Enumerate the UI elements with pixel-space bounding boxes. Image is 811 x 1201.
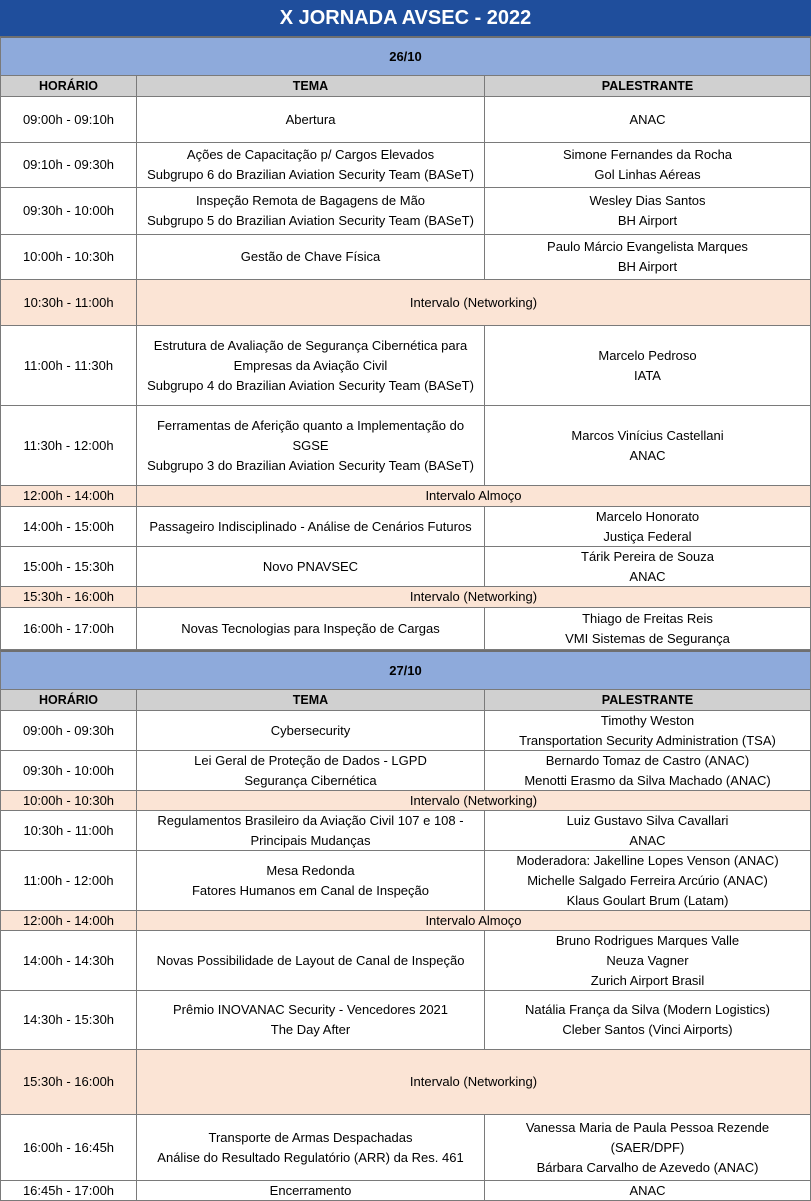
palestrante-cell bbox=[485, 326, 811, 406]
tema-cell-lines bbox=[157, 1128, 463, 1168]
palestrante-cell-lines bbox=[589, 191, 705, 231]
palestrante-cell-lines bbox=[519, 711, 776, 751]
header-tema: TEMA bbox=[137, 690, 485, 711]
palestrante-cell bbox=[485, 97, 811, 143]
time-cell: 15:00h - 15:30h bbox=[0, 547, 137, 587]
time-cell: 14:30h - 15:30h bbox=[0, 991, 137, 1050]
palestrante-cell-line: ANAC bbox=[629, 1182, 666, 1198]
session-row bbox=[0, 406, 811, 486]
time-cell: 09:00h - 09:10h bbox=[0, 97, 137, 143]
tema-cell bbox=[137, 235, 485, 280]
palestrante-cell-line: Justiça Federal bbox=[603, 528, 692, 544]
tema-cell bbox=[137, 711, 485, 751]
break-label: Intervalo (Networking) bbox=[137, 587, 811, 608]
tema-cell-lines bbox=[157, 811, 463, 851]
palestrante-cell-line: Menotti Erasmo da Silva Machado (ANAC) bbox=[524, 772, 771, 788]
tema-cell-lines bbox=[181, 619, 439, 639]
time-cell: 12:00h - 14:00h bbox=[0, 486, 137, 507]
time-cell: 14:00h - 15:00h bbox=[0, 507, 137, 547]
palestrante-cell-line: Natália França da Silva (Modern Logistics) bbox=[525, 1002, 770, 1017]
palestrante-cell bbox=[485, 547, 811, 587]
palestrante-cell-line: Marcelo Honorato bbox=[595, 508, 700, 524]
header-horario: HORÁRIO bbox=[0, 690, 137, 711]
session-row bbox=[0, 143, 811, 188]
tema-cell-line: Prêmio INOVANAC Security - Vencedores 2021 bbox=[172, 1002, 449, 1017]
palestrante-cell bbox=[485, 931, 811, 991]
tema-cell-line: Empresas da Aviação Civil bbox=[233, 357, 388, 373]
tema-cell-line: Gestão de Chave Física bbox=[240, 249, 381, 264]
session-row bbox=[0, 991, 811, 1050]
tema-cell-lines bbox=[192, 861, 429, 901]
palestrante-cell bbox=[485, 507, 811, 547]
tema-cell-lines bbox=[147, 416, 474, 476]
palestrante-cell-line: ANAC bbox=[629, 832, 666, 848]
break-row bbox=[0, 587, 811, 608]
break-label: Intervalo (Networking) bbox=[137, 1050, 811, 1115]
break-label: Intervalo (Networking) bbox=[137, 791, 811, 811]
time-cell: 11:30h - 12:00h bbox=[0, 406, 137, 486]
day-label: 27/10 bbox=[0, 650, 811, 690]
tema-cell-lines bbox=[241, 247, 380, 267]
palestrante-cell-line: BH Airport bbox=[617, 213, 678, 228]
palestrante-cell-line: VMI Sistemas de Segurança bbox=[565, 630, 730, 646]
tema-cell-line: Novo PNAVSEC bbox=[262, 558, 359, 574]
session-row bbox=[0, 711, 811, 751]
session-row bbox=[0, 547, 811, 587]
tema-cell-line: Segurança Cibernética bbox=[244, 772, 377, 788]
palestrante-cell bbox=[485, 851, 811, 911]
time-cell: 16:00h - 17:00h bbox=[0, 608, 137, 650]
session-row bbox=[0, 851, 811, 911]
header-palestrante: PALESTRANTE bbox=[485, 76, 811, 97]
palestrante-cell-lines bbox=[598, 346, 696, 386]
tema-cell-lines bbox=[270, 1181, 352, 1201]
palestrante-cell bbox=[485, 608, 811, 650]
palestrante-cell-line: Neuza Vagner bbox=[606, 952, 689, 968]
palestrante-cell-line: Wesley Dias Santos bbox=[589, 193, 706, 208]
session-row bbox=[0, 507, 811, 547]
break-row bbox=[0, 280, 811, 326]
palestrante-cell-lines bbox=[526, 1118, 769, 1178]
tema-cell-lines bbox=[194, 751, 427, 791]
palestrante-cell bbox=[485, 235, 811, 280]
tema-cell bbox=[137, 851, 485, 911]
tema-cell bbox=[137, 1115, 485, 1181]
tema-cell-lines bbox=[263, 557, 358, 577]
tema-cell bbox=[137, 991, 485, 1050]
time-cell: 09:30h - 10:00h bbox=[0, 751, 137, 791]
time-cell: 11:00h - 11:30h bbox=[0, 326, 137, 406]
session-row bbox=[0, 811, 811, 851]
break-label: Intervalo Almoço bbox=[137, 911, 811, 931]
column-header-row bbox=[0, 690, 811, 711]
palestrante-cell bbox=[485, 711, 811, 751]
palestrante-cell bbox=[485, 406, 811, 486]
palestrante-cell-line: Simone Fernandes da Rocha bbox=[562, 147, 733, 162]
tema-cell bbox=[137, 751, 485, 791]
tema-cell-line: Ferramentas de Aferição quanto a Implementação do bbox=[156, 417, 465, 433]
palestrante-cell-lines bbox=[565, 609, 730, 649]
palestrante-cell-line: ANAC bbox=[629, 447, 666, 463]
tema-cell-line: Principais Mudanças bbox=[250, 832, 371, 848]
time-cell: 10:00h - 10:30h bbox=[0, 791, 137, 811]
tema-cell-line: Inspeção Remota de Bagagens de Mão bbox=[195, 193, 426, 208]
palestrante-cell-line: Bruno Rodrigues Marques Valle bbox=[555, 932, 740, 948]
palestrante-cell-line: Timothy Weston bbox=[600, 712, 695, 728]
time-cell: 09:30h - 10:00h bbox=[0, 188, 137, 235]
tema-cell-line: Subgrupo 3 do Brazilian Aviation Security Team (BASeT) bbox=[147, 457, 474, 473]
tema-cell-line: SGSE bbox=[292, 437, 329, 453]
tema-cell bbox=[137, 1181, 485, 1201]
tema-cell bbox=[137, 188, 485, 235]
page-title: X JORNADA AVSEC - 2022 bbox=[0, 0, 811, 36]
palestrante-cell-lines bbox=[524, 751, 770, 791]
time-cell: 10:00h - 10:30h bbox=[0, 235, 137, 280]
palestrante-cell-lines bbox=[556, 931, 739, 991]
tema-cell-line: Mesa Redonda bbox=[266, 862, 355, 878]
tema-cell-line: Fatores Humanos em Canal de Inspeção bbox=[191, 882, 429, 898]
palestrante-cell-line: Marcos Vinícius Castellani bbox=[571, 427, 724, 443]
tema-cell-line: The Day After bbox=[270, 1022, 351, 1037]
palestrante-cell-line: Tárik Pereira de Souza bbox=[581, 548, 714, 564]
tema-cell-line: Abertura bbox=[285, 111, 336, 127]
palestrante-cell-lines bbox=[547, 237, 748, 277]
session-row bbox=[0, 1181, 811, 1201]
palestrante-cell bbox=[485, 188, 811, 235]
tema-cell-line: Lei Geral de Proteção de Dados - LGPD bbox=[194, 752, 427, 768]
tema-cell-lines bbox=[149, 517, 471, 537]
header-horario: HORÁRIO bbox=[0, 76, 137, 97]
palestrante-cell-lines bbox=[629, 1181, 665, 1201]
time-cell: 16:00h - 16:45h bbox=[0, 1115, 137, 1181]
palestrante-cell-line: Bernardo Tomaz de Castro (ANAC) bbox=[545, 752, 750, 768]
palestrante-cell-lines bbox=[563, 145, 732, 185]
tema-cell-lines bbox=[147, 336, 474, 396]
palestrante-cell-line: Gol Linhas Aéreas bbox=[594, 167, 701, 182]
session-row bbox=[0, 326, 811, 406]
tema-cell-line: Subgrupo 5 do Brazilian Aviation Security Team (BASeT) bbox=[147, 213, 474, 228]
palestrante-cell bbox=[485, 991, 811, 1050]
time-cell: 10:30h - 11:00h bbox=[0, 280, 137, 326]
tema-cell bbox=[137, 547, 485, 587]
header-tema: TEMA bbox=[137, 76, 485, 97]
tema-cell bbox=[137, 811, 485, 851]
palestrante-cell-line: Paulo Márcio Evangelista Marques bbox=[547, 239, 748, 254]
palestrante-cell-lines bbox=[516, 851, 778, 911]
palestrante-cell-line: Moderadora: Jakelline Lopes Venson (ANAC) bbox=[516, 852, 779, 868]
break-row bbox=[0, 486, 811, 507]
day-header-row bbox=[0, 650, 811, 690]
palestrante-cell-lines bbox=[571, 426, 723, 466]
tema-cell bbox=[137, 406, 485, 486]
tema-cell bbox=[137, 608, 485, 650]
palestrante-cell-line: Cleber Santos (Vinci Airports) bbox=[562, 1022, 733, 1037]
column-header-row bbox=[0, 76, 811, 97]
tema-cell-line: Regulamentos Brasileiro da Aviação Civil 107 e 108 - bbox=[157, 812, 464, 828]
palestrante-cell bbox=[485, 1181, 811, 1201]
time-cell: 12:00h - 14:00h bbox=[0, 911, 137, 931]
page-title-row bbox=[0, 0, 811, 36]
palestrante-cell-line: Marcelo Pedroso bbox=[598, 347, 697, 363]
time-cell: 15:30h - 16:00h bbox=[0, 1050, 137, 1115]
tema-cell-lines bbox=[271, 721, 350, 741]
tema-cell bbox=[137, 507, 485, 547]
palestrante-cell-line: Thiago de Freitas Reis bbox=[582, 610, 713, 626]
tema-cell-line: Ações de Capacitação p/ Cargos Elevados bbox=[186, 147, 435, 162]
session-row bbox=[0, 188, 811, 235]
tema-cell-line: Análise do Resultado Regulatório (ARR) da Res. 461 bbox=[157, 1149, 464, 1165]
palestrante-cell-line: Transportation Security Administration (TSA) bbox=[519, 732, 776, 748]
palestrante-cell-line: Klaus Goulart Brum (Latam) bbox=[566, 892, 729, 908]
break-row bbox=[0, 911, 811, 931]
time-cell: 11:00h - 12:00h bbox=[0, 851, 137, 911]
palestrante-cell-line: IATA bbox=[634, 367, 661, 383]
tema-cell-line: Novas Tecnologias para Inspeção de Cargas bbox=[181, 620, 440, 636]
break-label: Intervalo (Networking) bbox=[137, 280, 811, 326]
tema-cell-line: Encerramento bbox=[269, 1182, 352, 1198]
palestrante-cell bbox=[485, 751, 811, 791]
palestrante-cell-line: ANAC bbox=[629, 111, 666, 127]
tema-cell-line: Subgrupo 4 do Brazilian Aviation Security Team (BASeT) bbox=[147, 377, 474, 393]
break-row bbox=[0, 1050, 811, 1115]
tema-cell-lines bbox=[147, 145, 474, 185]
tema-cell-line: Novas Possibilidade de Layout de Canal de Inspeção bbox=[156, 952, 465, 968]
tema-cell bbox=[137, 931, 485, 991]
tema-cell-lines bbox=[157, 951, 465, 971]
tema-cell-lines bbox=[173, 1000, 448, 1040]
tema-cell-line: Subgrupo 6 do Brazilian Aviation Security Team (BASeT) bbox=[147, 167, 474, 182]
session-row bbox=[0, 235, 811, 280]
break-row bbox=[0, 791, 811, 811]
break-label: Intervalo Almoço bbox=[137, 486, 811, 507]
tema-cell-lines bbox=[147, 191, 474, 231]
palestrante-cell-line: Luiz Gustavo Silva Cavallari bbox=[566, 812, 729, 828]
tema-cell bbox=[137, 143, 485, 188]
palestrante-cell bbox=[485, 811, 811, 851]
palestrante-cell bbox=[485, 143, 811, 188]
day-label: 26/10 bbox=[0, 36, 811, 76]
time-cell: 09:00h - 09:30h bbox=[0, 711, 137, 751]
time-cell: 10:30h - 11:00h bbox=[0, 811, 137, 851]
palestrante-cell-line: Zurich Airport Brasil bbox=[590, 972, 705, 988]
session-row bbox=[0, 1115, 811, 1181]
palestrante-cell-line: Vanessa Maria de Paula Pessoa Rezende bbox=[525, 1119, 770, 1135]
tema-cell-lines bbox=[286, 110, 336, 130]
header-palestrante: PALESTRANTE bbox=[485, 690, 811, 711]
palestrante-cell-line: ANAC bbox=[629, 568, 666, 584]
palestrante-cell-line: Michelle Salgado Ferreira Arcúrio (ANAC) bbox=[527, 872, 768, 888]
palestrante-cell-lines bbox=[596, 507, 699, 547]
session-row bbox=[0, 931, 811, 991]
palestrante-cell-lines bbox=[525, 1000, 770, 1040]
palestrante-cell-line: BH Airport bbox=[617, 259, 678, 274]
tema-cell-line: Passageiro Indisciplinado - Análise de Cenários Futuros bbox=[149, 518, 472, 534]
tema-cell-line: Transporte de Armas Despachadas bbox=[208, 1129, 413, 1145]
palestrante-cell bbox=[485, 1115, 811, 1181]
tema-cell-line: Estrutura de Avaliação de Segurança Cibernética para bbox=[153, 337, 468, 353]
session-row bbox=[0, 608, 811, 650]
tema-cell bbox=[137, 326, 485, 406]
time-cell: 15:30h - 16:00h bbox=[0, 587, 137, 608]
tema-cell bbox=[137, 97, 485, 143]
palestrante-cell-lines bbox=[581, 547, 714, 587]
day-header-row bbox=[0, 36, 811, 76]
time-cell: 09:10h - 09:30h bbox=[0, 143, 137, 188]
time-cell: 14:00h - 14:30h bbox=[0, 931, 137, 991]
tema-cell-line: Cybersecurity bbox=[270, 722, 351, 738]
palestrante-cell-line: Bárbara Carvalho de Azevedo (ANAC) bbox=[536, 1159, 759, 1175]
session-row bbox=[0, 751, 811, 791]
time-cell: 16:45h - 17:00h bbox=[0, 1181, 137, 1201]
palestrante-cell-lines bbox=[629, 110, 665, 130]
palestrante-cell-line: (SAER/DPF) bbox=[610, 1139, 685, 1155]
session-row bbox=[0, 97, 811, 143]
palestrante-cell-lines bbox=[567, 811, 729, 851]
